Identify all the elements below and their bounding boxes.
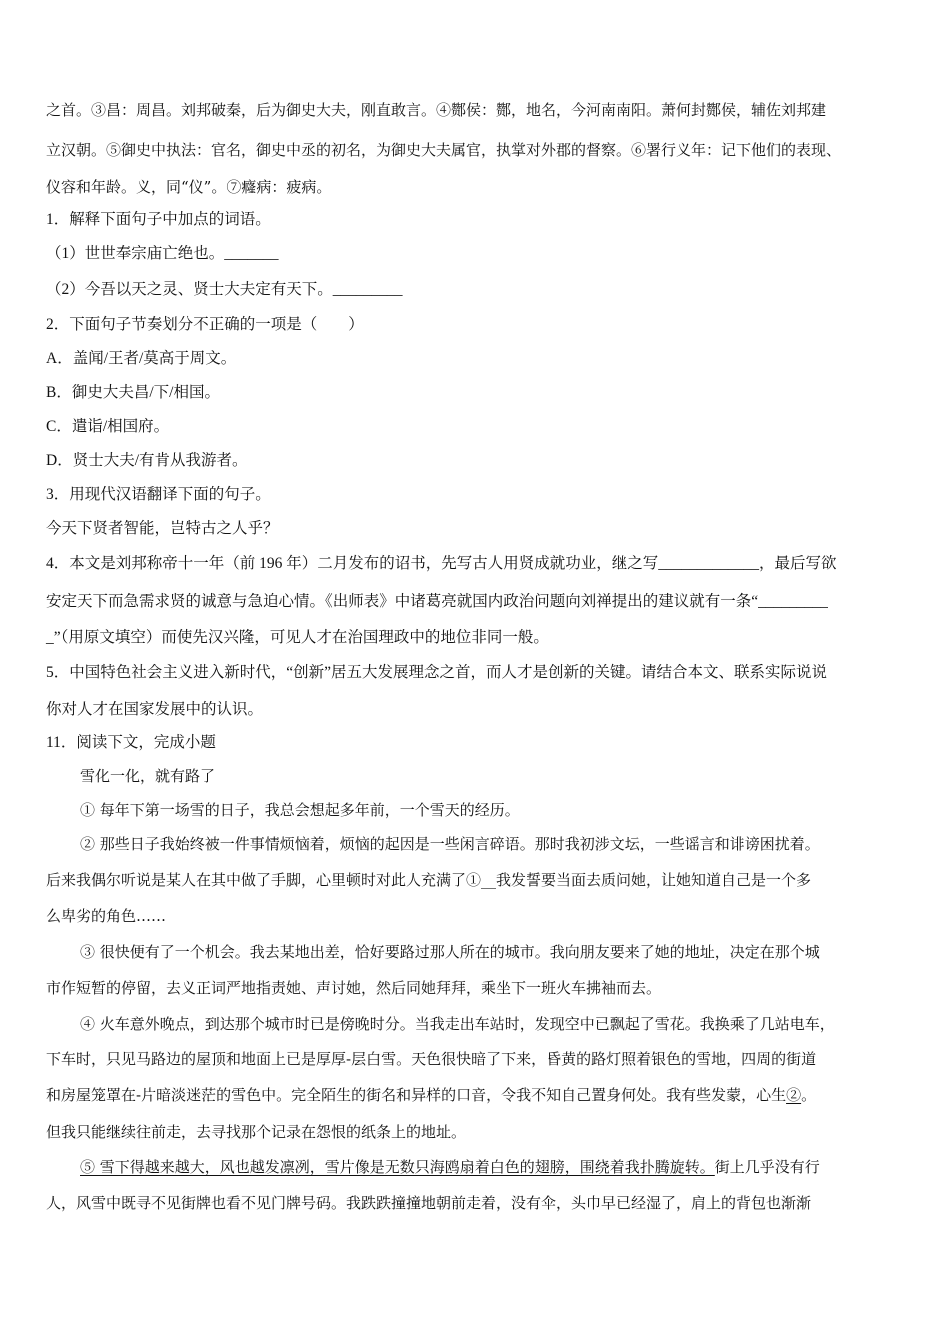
question-2-option-d: D．贤士大夫/有肯从我游者。	[46, 452, 248, 469]
article-paragraph-1: ① 每年下第一场雪的日子，我总会想起多年前，一个雪天的经历。	[80, 801, 520, 819]
note-line-3: 仪容和年龄。义，同“仪”。⑦癃病：疲病。	[46, 178, 332, 196]
question-4-line-2: 安定天下而急需求贤的诚意与急迫心情。《出师表》中诸葛亮就国内政治问题向刘禅提出的建议就有一条“_________	[46, 593, 828, 610]
article-paragraph-5-line-2: 人，风雪中既寻不见街牌也看不见门牌号码。我跌跌撞撞地朝前走着，没有伞，头巾早已经湿了，肩上的背包也渐渐	[46, 1194, 812, 1212]
paragraph-5-text: 街上几乎没有行	[714, 1158, 820, 1176]
article-paragraph-2-line-2: 后来我偶尔听说是某人在其中做了手脚，心里顿时对此人充满了①__我发誓要当面去质问她，让她知道自己是一个多	[46, 871, 812, 889]
note-line-1: 之首。③昌：周昌。刘邦破秦，后为御史大夫，刚直敢言。④酂侯：酂，地名，今河南南阳。萧何封酂侯，辅佐刘邦建	[46, 101, 827, 119]
note-line-2: 立汉朝。⑤御史中执法：官名，御史中丞的初名，为御史大夫属官，执掌对外郡的督察。⑥署行义年：记下他们的表现、	[46, 141, 842, 159]
underlined-sentence: ⑤ 雪下得越来越大，风也越发凛冽，雪片像是无数只海鸥扇着白色的翅膀，围绕着我扑腾旋转。	[80, 1158, 715, 1176]
question-11: 11．阅读下文，完成小题	[46, 734, 216, 751]
question-3: 3．用现代汉语翻译下面的句子。	[46, 486, 271, 503]
article-paragraph-4-line-3	[46, 1083, 908, 1107]
question-5-line-2: 你对人才在国家发展中的认识。	[46, 701, 264, 718]
article-paragraph-3-line-2: 市作短暂的停留，去义正词严地指责她、声讨她，然后同她拜拜，乘坐下一班火车拂袖而去。	[46, 979, 662, 997]
question-3-sentence: 今天下贤者智能，岂特古之人乎？	[46, 520, 279, 537]
question-1-item-2: （2）今吾以天之灵、贤士大夫定有天下。_________	[46, 281, 403, 298]
question-2-option-b: B．御史大夫昌/下/相国。	[46, 384, 220, 401]
paragraph-4-text: 和房屋笼罩在-片暗淡迷茫的雪色中。完全陌生的街名和异样的口音，令我不知自己置身何处。我有些发蒙，心生	[46, 1086, 787, 1104]
article-paragraph-4-line-1: ④ 火车意外晚点，到达那个城市时已是傍晚时分。当我走出车站时，发现空中已飘起了雪花。我换乘了几站电车，	[80, 1015, 835, 1033]
question-2-option-a: A．盖闻/王者/莫高于周文。	[46, 350, 237, 367]
question-2-option-c: C．遣诣/相国府。	[46, 418, 170, 435]
question-4-line-1: 4．本文是刘邦称帝十一年（前 196 年）二月发布的诏书，先写古人用贤成就功业，继之写_____________，最后写欲	[46, 555, 837, 572]
question-1: 1．解释下面句子中加点的词语。	[46, 211, 271, 228]
article-paragraph-5-line-1	[80, 1155, 908, 1179]
question-2: 2．下面句子节奏划分不正确的一项是（ ）	[46, 316, 364, 333]
article-paragraph-4-line-4: 但我只能继续往前走，去寻找那个记录在怨恨的纸条上的地址。	[46, 1123, 467, 1141]
question-1-item-1: （1）世世奉宗庙亡绝也。_______	[46, 245, 279, 262]
article-paragraph-3-line-1: ③ 很快便有了一个机会。我去某地出差，恰好要路过那人所在的城市。我向朋友要来了她的地址，决定在那个城	[80, 943, 820, 961]
question-5-line-1: 5．中国特色社会主义进入新时代，“创新”居五大发展理念之首，而人才是创新的关键。请结合本文、联系实际说说	[46, 664, 828, 681]
question-4-line-3: _”（用原文填空）而使先汉兴隆，可见人才在治国理政中的地位非同一般。	[46, 629, 549, 646]
article-paragraph-4-line-2: 下车时，只见马路边的屋顶和地面上已是厚厚-层白雪。天色很快暗了下来，昏黄的路灯照着银色的雪地，四周的街道	[46, 1050, 817, 1068]
paragraph-4-end: 。	[801, 1086, 817, 1104]
article-paragraph-2-line-1: ② 那些日子我始终被一件事情烦恼着，烦恼的起因是一些闲言碎语。那时我初涉文坛，一些谣言和诽谤困扰着。	[80, 835, 820, 853]
article-paragraph-2-line-3: 么卑劣的角色……	[46, 907, 167, 925]
blank-2-marker: ②	[786, 1086, 802, 1104]
article-title: 雪化一化，就有路了	[80, 767, 216, 785]
